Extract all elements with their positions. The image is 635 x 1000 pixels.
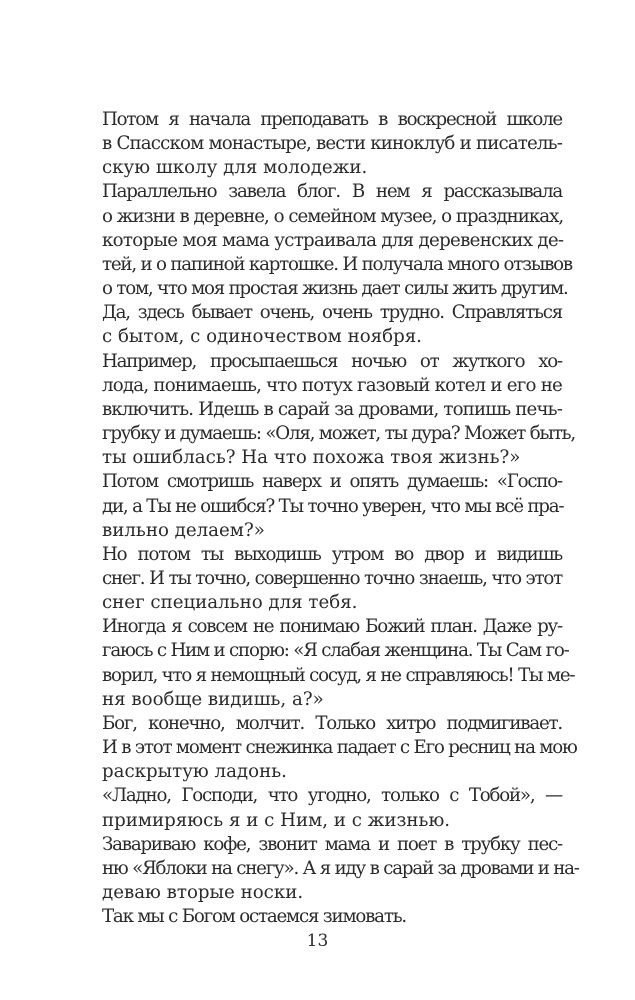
text-line: Завариваю кофе, звонит мама и поет в трубку пес- bbox=[102, 833, 562, 855]
paragraph bbox=[73, 108, 562, 180]
text-line: о жизни в деревне, о семейном музее, о праздниках, bbox=[102, 205, 564, 227]
paragraph bbox=[73, 615, 575, 712]
text-line: ню «Яблоки на снегу». А я иду в сарай за дровами и на- bbox=[102, 857, 579, 879]
text-line: раскрытую ладонь. bbox=[102, 761, 287, 783]
paragraph bbox=[73, 833, 579, 905]
text-line: снег специально для тебя. bbox=[102, 592, 358, 614]
text-line: деваю вторые носки. bbox=[102, 882, 304, 903]
text-line: Так мы с Богом остаемся зимовать. bbox=[102, 906, 406, 928]
text-line: ты ошиблась? На что похожа твоя жизнь?» bbox=[102, 447, 521, 469]
text-line: ди, а Ты не ошибся? Ты точно уверен, что мы всё пра- bbox=[102, 495, 564, 517]
text-line: Иногда я совсем не понимаю Божий план. Даже ру- bbox=[102, 616, 562, 638]
paragraph bbox=[73, 905, 562, 929]
text-line: скую школу для молодежи. bbox=[102, 157, 368, 179]
page-number: 13 bbox=[306, 931, 329, 951]
text-line: с бытом, с одиночеством ноября. bbox=[102, 326, 422, 348]
text-line: И в этот момент снежинка падает с Его ресниц на мою bbox=[102, 737, 577, 759]
text-line: гаюсь с Ним и спорю: «Я слабая женщина. Ты Сам го- bbox=[102, 640, 569, 662]
text-line: «Ладно, Господи, что угодно, только с Тобой», — bbox=[102, 785, 562, 807]
text-line: Потом я начала преподавать в воскресной школе bbox=[102, 109, 562, 130]
text-line: включить. Идешь в сарай за дровами, топишь печь- bbox=[102, 398, 562, 420]
paragraph bbox=[73, 301, 562, 349]
text-line: тей, и о папиной картошке. И получала много отзывов bbox=[102, 253, 572, 275]
text-line: ворил, что я немощный сосуд, я не справляюсь! Ты ме- bbox=[102, 664, 575, 686]
text-line: грубку и думаешь: «Оля, может, ты дура? Может быть, bbox=[102, 423, 575, 445]
text-line: лода, понимаешь, что потух газовый котел и его не bbox=[102, 374, 562, 396]
text-line: вильно делаем?» bbox=[102, 519, 265, 541]
paragraph bbox=[73, 712, 577, 784]
body-text bbox=[73, 108, 579, 929]
text-line: Параллельно завела блог. В нем я рассказывала bbox=[102, 181, 562, 203]
paragraph bbox=[73, 543, 562, 615]
paragraph bbox=[73, 784, 562, 832]
text-line: Бог, конечно, молчит. Только хитро подмигивает. bbox=[102, 712, 562, 734]
text-line: Да, здесь бывает очень, очень трудно. Справляться bbox=[102, 302, 562, 324]
text-line: примиряюсь я и с Ним, и с жизнью. bbox=[102, 809, 451, 831]
text-line: в Спасском монастыре, вести киноклуб и писатель- bbox=[102, 133, 562, 155]
text-line: о том, что моя простая жизнь дает силы жить другим. bbox=[102, 278, 568, 300]
paragraph bbox=[73, 470, 562, 542]
text-line: Потом смотришь наверх и опять думаешь: «Госпо- bbox=[102, 471, 562, 493]
text-line: которые моя мама устраивала для деревенских де- bbox=[102, 229, 564, 251]
text-line: снег. И ты точно, совершенно точно знаешь, что этот bbox=[102, 567, 562, 589]
paragraph bbox=[73, 180, 572, 301]
text-line: ня вообще видишь, а?» bbox=[102, 688, 324, 710]
text-line: Но потом ты выходишь утром во двор и видишь bbox=[102, 543, 562, 565]
text-line: Например, просыпаешься ночью от жуткого хо- bbox=[102, 350, 562, 372]
paragraph bbox=[73, 350, 575, 471]
